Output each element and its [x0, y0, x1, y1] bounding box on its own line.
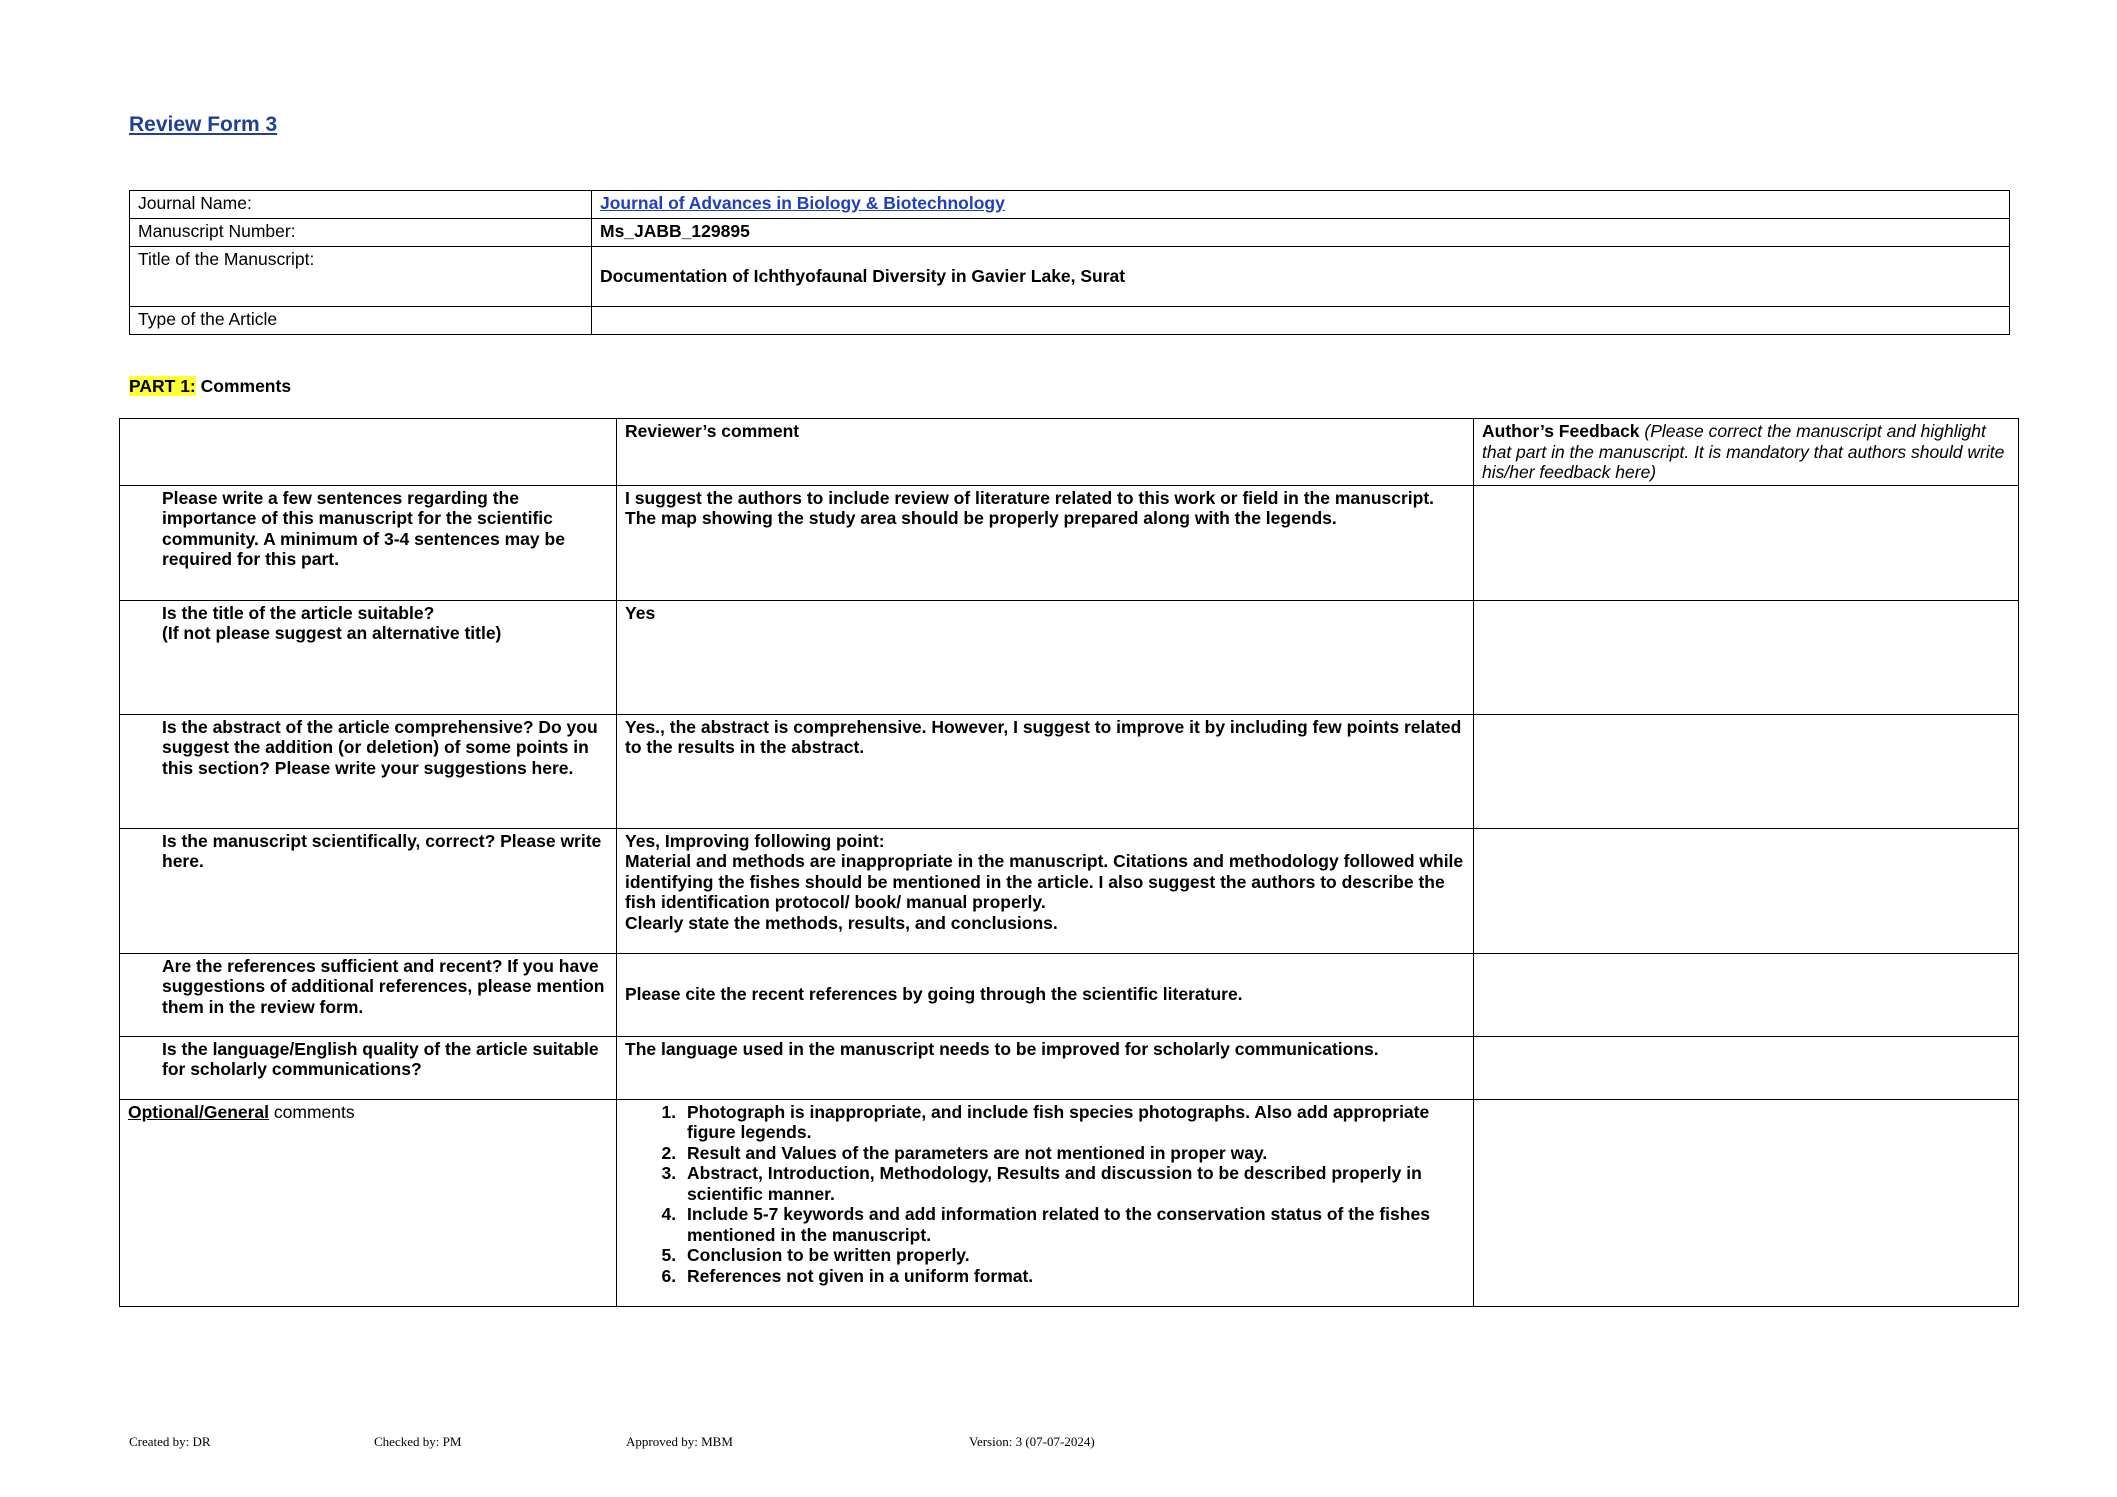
comment-row: [120, 485, 2019, 600]
author-feedback-cell[interactable]: [1474, 600, 2019, 714]
comment-row: [120, 953, 2019, 1036]
general-comments-list: [625, 1102, 1465, 1287]
journal-value-cell: [592, 191, 2010, 219]
reviewer-answer-cell: Yes: [617, 600, 1474, 714]
author-feedback-instructions: (Please correct the manuscript and highlight that part in the manuscript. It is mandatory that authors should write his/her feedback here): [1482, 421, 2005, 482]
header-blank-cell: [120, 419, 617, 486]
reviewer-answer-cell: The language used in the manuscript needs to be improved for scholarly communications.: [617, 1036, 1474, 1099]
general-comments-cell: [617, 1099, 1474, 1306]
author-feedback-header: [1474, 419, 2019, 486]
question-cell: Are the references sufficient and recent? If you have suggestions of additional references, please mention them in the review form.: [120, 953, 617, 1036]
title-label: Title of the Manuscript:: [130, 247, 592, 307]
footer-checked: Checked by: PM: [374, 1434, 462, 1449]
manuscript-label: Manuscript Number:: [130, 219, 592, 247]
question-line: Is the title of the article suitable?: [162, 602, 435, 623]
part1-heading: [129, 376, 291, 397]
type-label: Type of the Article: [130, 307, 592, 335]
journal-label: Journal Name:: [130, 191, 592, 219]
type-value: [592, 307, 2010, 335]
comment-row: [120, 714, 2019, 828]
list-item: 4. Include 5-7 keywords and add information related to the conservation status of the fishes mentioned in the manuscript.: [681, 1204, 1465, 1245]
form-title: Review Form 3: [129, 113, 278, 136]
answer-line: Clearly state the methods, results, and conclusions.: [625, 912, 1058, 933]
reviewer-answer-cell: Please cite the recent references by going through the scientific literature.: [617, 953, 1474, 1036]
list-item: 5. Conclusion to be written properly.: [681, 1245, 1465, 1266]
footer-created: Created by: DR: [129, 1434, 211, 1449]
reviewer-comment-header: Reviewer’s comment: [617, 419, 1474, 486]
optional-comments-row: [120, 1099, 2019, 1306]
optional-comments-label: [120, 1099, 617, 1306]
comments-word: comments: [269, 1101, 355, 1122]
footer-version: Version: 3 (07-07-2024): [969, 1434, 1095, 1449]
question-cell: Please write a few sentences regarding the importance of this manuscript for the scientific community. A minimum of 3-4 sentences may be required for this part.: [120, 485, 617, 600]
question-cell: [120, 600, 617, 714]
part1-highlight: PART 1:: [129, 376, 196, 396]
comment-row: [120, 1036, 2019, 1099]
reviewer-answer-cell: I suggest the authors to include review of literature related to this work or field in the manuscript. The map showing the study area should be properly prepared along with the legends.: [617, 485, 1474, 600]
comments-table: [119, 418, 2019, 1307]
type-row: [130, 307, 2010, 335]
journal-link[interactable]: Journal of Advances in Biology & Biotechnology: [600, 193, 1005, 213]
reviewer-answer-cell: [617, 828, 1474, 953]
author-feedback-cell[interactable]: [1474, 953, 2019, 1036]
question-cell: Is the abstract of the article comprehensive? Do you suggest the addition (or deletion) of some points in this section? Please write your suggestions here.: [120, 714, 617, 828]
question-cell: Is the language/English quality of the article suitable for scholarly communications?: [120, 1036, 617, 1099]
optional-word: Optional: [128, 1101, 199, 1122]
author-feedback-cell[interactable]: [1474, 1099, 2019, 1306]
manuscript-number: Ms_JABB_129895: [592, 219, 2010, 247]
general-word: General: [203, 1101, 270, 1122]
title-row: [130, 247, 2010, 307]
reviewer-answer-cell: Yes., the abstract is comprehensive. However, I suggest to improve it by including few points related to the results in the abstract.: [617, 714, 1474, 828]
question-line: (If not please suggest an alternative title): [162, 623, 502, 643]
manuscript-title: Documentation of Ichthyofaunal Diversity in Gavier Lake, Surat: [592, 247, 2010, 307]
author-feedback-title: Author’s Feedback: [1482, 421, 1640, 441]
answer-line: Material and methods are inappropriate in the manuscript. Citations and methodology followed while identifying the fishes should be mentioned in the article. I also suggest the authors to describe the fish identification protocol/ book/ manual properly.: [625, 851, 1464, 912]
list-item: 2. Result and Values of the parameters are not mentioned in proper way.: [681, 1143, 1465, 1164]
journal-row: [130, 191, 2010, 219]
comment-row: [120, 828, 2019, 953]
manuscript-row: [130, 219, 2010, 247]
author-feedback-cell[interactable]: [1474, 1036, 2019, 1099]
part1-label: Comments: [195, 376, 292, 396]
list-item: 3. Abstract, Introduction, Methodology, Results and discussion to be described properly in scientific manner.: [681, 1163, 1465, 1204]
author-feedback-cell[interactable]: [1474, 485, 2019, 600]
optional-separator: /: [198, 1101, 204, 1122]
comment-row: [120, 600, 2019, 714]
manuscript-info-table: [129, 190, 2010, 335]
list-item: 6. References not given in a uniform format.: [681, 1266, 1465, 1287]
answer-line: Yes, Improving following point:: [625, 830, 885, 851]
author-feedback-cell[interactable]: [1474, 828, 2019, 953]
question-cell: Is the manuscript scientifically, correct? Please write here.: [120, 828, 617, 953]
list-item: 1. Photograph is inappropriate, and include fish species photographs. Also add appropriate figure legends.: [681, 1102, 1465, 1143]
footer-approved: Approved by: MBM: [626, 1434, 733, 1449]
author-feedback-cell[interactable]: [1474, 714, 2019, 828]
header-row: [120, 419, 2019, 486]
